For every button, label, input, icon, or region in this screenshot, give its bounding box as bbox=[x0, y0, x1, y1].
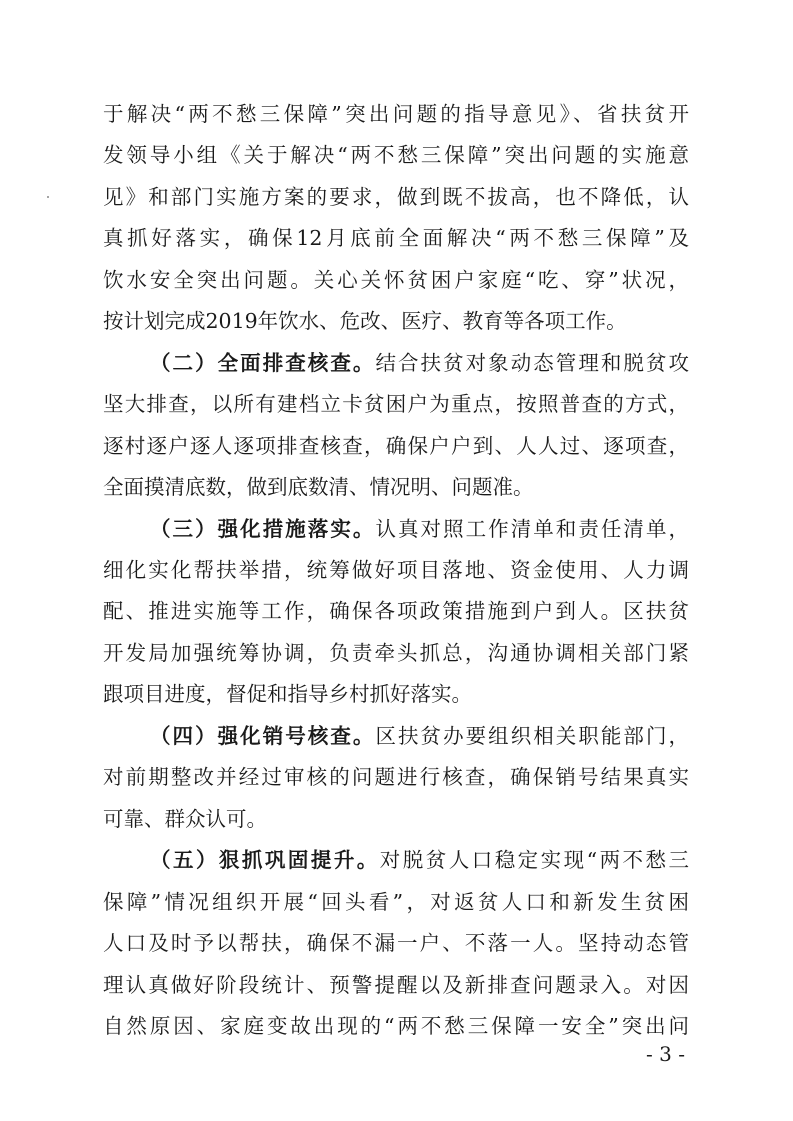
body-line: 全面摸清底数，做到底数清、情况明、问题准。 bbox=[103, 475, 534, 499]
section-first-line bbox=[150, 844, 689, 876]
section-text: 认真对照工作清单和责任清单， bbox=[375, 517, 690, 541]
body-line: 开发局加强统筹协调，负责牵头抓总，沟通协调相关部门紧 bbox=[103, 641, 689, 665]
body-line: 真抓好落实，确保12月底前全面解决“两不愁三保障”及 bbox=[103, 226, 689, 250]
section-heading: （二）全面排查核查。 bbox=[150, 351, 376, 375]
section-text: 结合扶贫对象动态管理和脱贫攻 bbox=[375, 351, 690, 375]
body-line: 见》和部门实施方案的要求，做到既不拔高，也不降低，认 bbox=[103, 185, 689, 209]
body-line: 坚大排查，以所有建档立卡贫困户为重点，按照普查的方式， bbox=[103, 392, 689, 416]
section-heading: （四）强化销号核查。 bbox=[150, 724, 376, 748]
body-line: 理认真做好阶段统计、预警提醒以及新排查问题录入。对因 bbox=[103, 973, 689, 997]
section-heading: （三）强化措施落实。 bbox=[150, 517, 376, 541]
section-text: 区扶贫办要组织相关职能部门， bbox=[375, 724, 690, 748]
body-line: 按计划完成2019年饮水、危改、医疗、教育等各项工作。 bbox=[103, 309, 627, 333]
body-line: 保障”情况组织开展“回头看”，对返贫人口和新发生贫困 bbox=[103, 890, 689, 914]
scan-artifact bbox=[47, 196, 49, 198]
page-number: - 3 - bbox=[646, 1042, 685, 1066]
body-line: 自然原因、家庭变故出现的“两不愁三保障一安全”突出问 bbox=[103, 1014, 689, 1038]
section-first-line bbox=[150, 347, 689, 379]
body-line: 于解决“两不愁三保障”突出问题的指导意见》、省扶贫开 bbox=[103, 102, 689, 126]
body-line: 发领导小组《关于解决“两不愁三保障”突出问题的实施意 bbox=[103, 143, 689, 167]
body-line: 可靠、群众认可。 bbox=[103, 807, 267, 831]
body-line: 细化实化帮扶举措，统筹做好项目落地、资金使用、人力调 bbox=[103, 558, 689, 582]
body-line: 饮水安全突出问题。关心关怀贫困户家庭“吃、穿”状况， bbox=[103, 268, 689, 292]
body-line: 配、推进实施等工作，确保各项政策措施到户到人。区扶贫 bbox=[103, 599, 689, 623]
body-line: 人口及时予以帮扶，确保不漏一户、不落一人。坚持动态管 bbox=[103, 931, 689, 955]
body-line: 逐村逐户逐人逐项排查核查，确保户户到、人人过、逐项查， bbox=[103, 434, 689, 458]
section-first-line bbox=[150, 513, 689, 545]
body-line: 对前期整改并经过审核的问题进行核查，确保销号结果真实 bbox=[103, 765, 689, 789]
section-first-line bbox=[150, 720, 689, 752]
section-heading: （五）狠抓巩固提升。 bbox=[150, 848, 380, 872]
section-text: 对脱贫人口稳定实现“两不愁三 bbox=[379, 848, 690, 872]
body-line: 跟项目进度，督促和指导乡村抓好落实。 bbox=[103, 682, 472, 706]
